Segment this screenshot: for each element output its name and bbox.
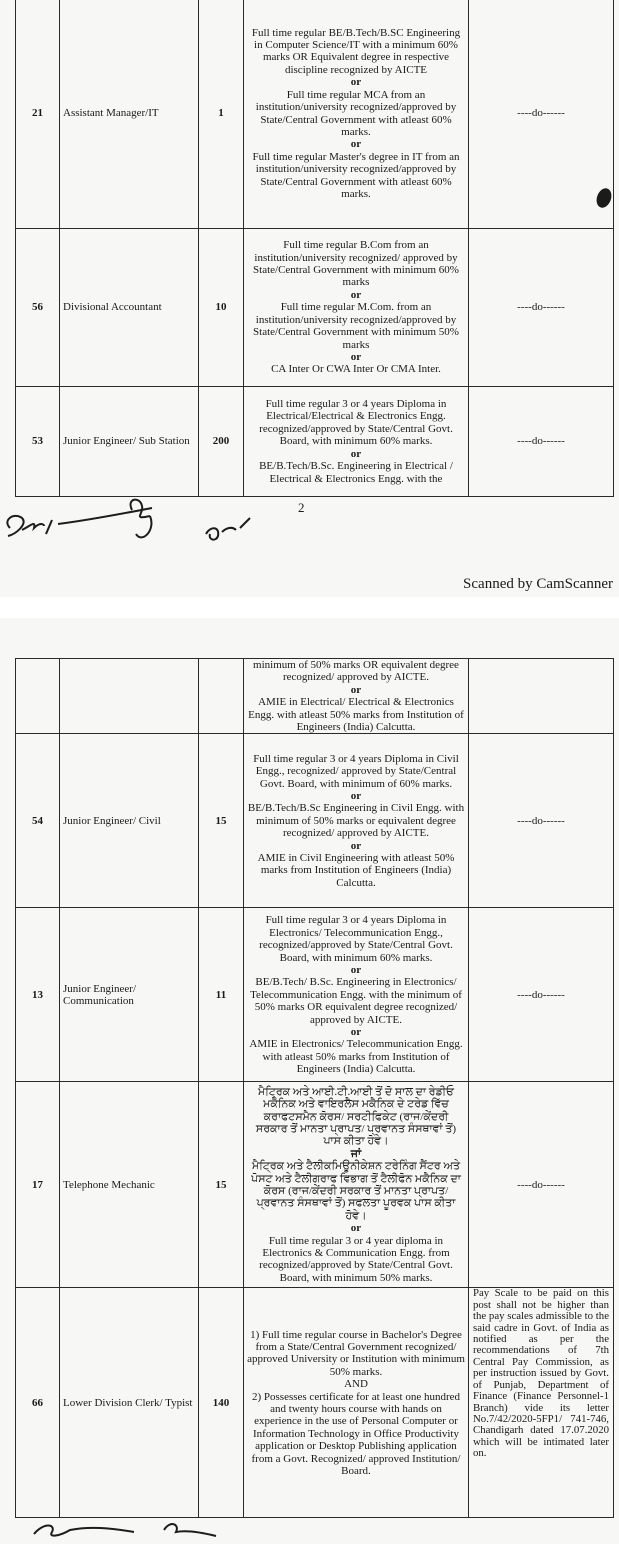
post-name-cell: Telephone Mechanic (60, 1082, 199, 1288)
serial-number-cell: 21 (16, 0, 60, 229)
remarks-cell: ----do------ (469, 908, 614, 1082)
page-gap (0, 597, 619, 618)
or-separator: or (350, 683, 362, 696)
qualification-text: Full time regular 3 or 4 years Diploma in Electrical/Electrical & Electronics Engg. recognized/approved by State/Central Govt. Board, with minimum 60% marks. (259, 398, 453, 448)
number-of-posts-cell: 200 (199, 387, 244, 497)
qualification-text: AMIE in Electronics/ Telecommunication Engg. with atleast 50% marks from Institution of Engineers (India) Calcutta. (249, 1038, 463, 1076)
qualification-text: BE/B.Tech/ B.Sc. Engineering in Electronics/ Telecommunication Engg. with the minimum of 50% marks OR equivalent degree recognized/ approved by AICTE. (250, 976, 462, 1026)
recruitment-table-page-2 (15, 658, 614, 1518)
handwritten-signature (30, 1516, 290, 1544)
page-number: 2 (298, 500, 305, 515)
qualification-cell (244, 908, 469, 1082)
scanned-page-1 (0, 0, 619, 597)
serial-number-cell: 13 (16, 908, 60, 1082)
or-separator: or (350, 789, 362, 802)
table-row (16, 734, 614, 908)
table-row (16, 387, 614, 497)
qualification-text: AMIE in Electrical/ Electrical & Electronics Engg. with atleast 50% marks from Institution of Engineers (India) Calcutta. (248, 696, 464, 734)
number-of-posts-cell: 10 (199, 229, 244, 387)
qualification-cell (244, 659, 469, 734)
qualification-text: ਮੈਟ੍ਰਿਕ ਅਤੇ ਟੈਲੀਕਮਿਊਨੀਕੇਸ਼ਨ ਟਰੇਨਿੰਗ ਸੈਂਟਰ ਅਤੇ ਪੋਸਟ ਅਤੇ ਟੈਲੀਗਰਾਫ ਵਿਭਾਗ ਤੋਂ ਟੈਲੀਫੋਨ ਮਕੈਨਿਕ ਦਾ ਕੋਰਸ (ਰਾਜ/ਕੇਂਦਰੀ ਸਰਕਾਰ ਤੋਂ ਮਾਨਤਾ ਪ੍ਰਾਪਤ/ਪ੍ਰਵਾਨਤ ਸੰਸਥਾਵਾਂ ਤੋਂ) ਸਫਲਤਾ ਪੂਰਵਕ ਪਾਸ ਕੀਤਾ ਹੋਵੇ। (251, 1160, 461, 1222)
scanner-watermark: Scanned by CamScanner (463, 576, 613, 592)
post-name-cell: Junior Engineer/ Communication (60, 908, 199, 1082)
remarks-cell: ----do------ (469, 734, 614, 908)
scanned-page-2 (0, 618, 619, 1544)
number-of-posts-cell: 1 (199, 0, 244, 229)
or-separator: or (350, 288, 362, 301)
or-separator: or (350, 447, 362, 460)
qualification-text: Full time regular Master's degree in IT from an institution/university recognized/approved by State/Central Government with atleast 60% marks. (252, 150, 460, 200)
or-separator: ਜਾਂ (350, 1147, 362, 1160)
table-row (16, 1288, 614, 1518)
table-row (16, 659, 614, 734)
qualification-text: Full time regular 3 or 4 years Diploma in Electronics/ Telecommunication Engg., recognized/approved by State/Central Govt. Board, with minimum 60% marks. (259, 914, 453, 964)
qualification-cell (244, 734, 469, 908)
qualification-cell (244, 229, 469, 387)
post-name-cell: Divisional Accountant (60, 229, 199, 387)
number-of-posts-cell: 140 (199, 1288, 244, 1518)
number-of-posts-cell: 15 (199, 734, 244, 908)
number-of-posts-cell: 11 (199, 908, 244, 1082)
remarks-cell: ----do------ (469, 229, 614, 387)
table-body (16, 0, 614, 497)
post-name-cell: Lower Division Clerk/ Typist (60, 1288, 199, 1518)
qualification-cell (244, 1288, 469, 1518)
remarks-cell: ----do------ (469, 1082, 614, 1288)
qualification-cell (244, 1082, 469, 1288)
number-of-posts-cell (199, 659, 244, 734)
post-name-cell: Junior Engineer/ Civil (60, 734, 199, 908)
or-separator: or (350, 839, 362, 852)
remarks-cell: ----do------ (469, 0, 614, 229)
remarks-cell: ----do------ (469, 387, 614, 497)
or-separator: or (350, 138, 362, 151)
qualification-text: 2) Possesses certificate for at least one hundred and twenty hours course with hands on experience in the use of Personal Computer or Information Technology in Office Productivity application or Desktop Publishing application from a Govt. Recognized/ approved Institution/ Board. (251, 1390, 461, 1477)
post-name-cell: Assistant Manager/IT (60, 0, 199, 229)
post-name-cell: Junior Engineer/ Sub Station (60, 387, 199, 497)
qualification-text: Full time regular 3 or 4 years Diploma in Civil Engg., recognized/ approved by State/Central Govt. Board, with minimum of 60% marks. (253, 752, 459, 790)
and-separator: AND (344, 1378, 368, 1391)
table-body (16, 659, 614, 1518)
serial-number-cell: 17 (16, 1082, 60, 1288)
number-of-posts-cell: 15 (199, 1082, 244, 1288)
qualification-text: Full time regular 3 or 4 year diploma in Electronics & Communication Engg. from recognized/approved by State/Central Govt. Board, with minimum 50% marks. (259, 1234, 453, 1284)
or-separator: or (350, 1222, 362, 1235)
table-row (16, 908, 614, 1082)
serial-number-cell: 54 (16, 734, 60, 908)
table-row (16, 0, 614, 229)
qualification-text: CA Inter Or CWA Inter Or CMA Inter. (271, 363, 441, 376)
or-separator: or (350, 76, 362, 89)
handwritten-signature (0, 490, 300, 560)
qualification-text: BE/B.Tech/B.Sc Engineering in Civil Engg. with minimum of 50% marks or equivalent degree recognized/ approved by AICTE. (247, 802, 465, 840)
or-separator: or (350, 963, 362, 976)
serial-number-cell: 66 (16, 1288, 60, 1518)
qualification-cell (244, 0, 469, 229)
table-row (16, 229, 614, 387)
qualification-text: Full time regular M.Com. from an institution/university recognized/approved by State/Central Government with minimum 50% marks (253, 301, 459, 351)
qualification-text: AMIE in Civil Engineering with atleast 50% marks from Institution of Engineers (India) Calcutta. (257, 851, 455, 889)
qualification-text: BE/B.Tech/B.Sc. Engineering in Electrical / Electrical & Electronics Engg. with the (259, 460, 453, 485)
remarks-cell: Pay Scale to be paid on this post shall not be higher than the pay scales admissible to the said cadre in Govt. of India as notified as per the recommendations of 7th Central Pay Commission, as per instruction issued by Govt. of Punjab, Department of Finance (Finance Personnel-1 Branch) vide its letter No.7/42/2020-5FP1/ 741-746, Chandigarh dated 17.07.2020 which will be intimated later on. (469, 1288, 614, 1518)
table-row (16, 1082, 614, 1288)
qualification-text: Full time regular B.Com from an institution/university recognized/ approved by State/Central Government with minimum 60% marks (253, 239, 459, 289)
or-separator: or (350, 350, 362, 363)
remarks-cell (469, 659, 614, 734)
post-name-cell (60, 659, 199, 734)
qualification-cell (244, 387, 469, 497)
qualification-text: ਮੈਟ੍ਰਿਕ ਅਤੇ ਆਈ.ਟੀ.ਆਈ ਤੋਂ ਦੋ ਸਾਲ ਦਾ ਰੇਡੀਓ ਮਕੈਨਿਕ ਅਤੇ ਵਾਇਰਲੈਸ ਮਕੈਨਿਕ ਦੇ ਟਰੇਡ ਵਿੱਚ ਕਰਾਫਟਸਮੈਨ ਕੋਰਸ/ ਸਰਟੀਫਿਕੇਟ (ਰਾਜ/ਕੇਂਦਰੀ ਸਰਕਾਰ ਤੋਂ ਮਾਨਤਾ ਪ੍ਰਾਪਤ/ ਪ੍ਰਵਾਨਤ ਸੰਸਥਾਵਾਂ ਤੋਂ) ਪਾਸ ਕੀਤਾ ਹੋਵੇ। (255, 1085, 457, 1148)
serial-number-cell: 56 (16, 229, 60, 387)
recruitment-table-page-1 (15, 0, 614, 497)
qualification-text: minimum of 50% marks OR equivalent degree recognized/ approved by AICTE. (253, 659, 459, 684)
qualification-text: Full time regular BE/B.Tech/B.SC Engineering in Computer Science/IT with a minimum 60% marks OR Equivalent degree in respective discipline recognized by AICTE (251, 26, 461, 76)
serial-number-cell (16, 659, 60, 734)
qualification-text: 1) Full time regular course in Bachelor's Degree from a State/Central Government recognized/ approved University or Institution with minimum 50% marks. (247, 1328, 465, 1378)
qualification-text: Full time regular MCA from an institution/university recognized/approved by State/Central Government with atleast 60% marks. (255, 88, 457, 138)
serial-number-cell: 53 (16, 387, 60, 497)
or-separator: or (350, 1025, 362, 1038)
